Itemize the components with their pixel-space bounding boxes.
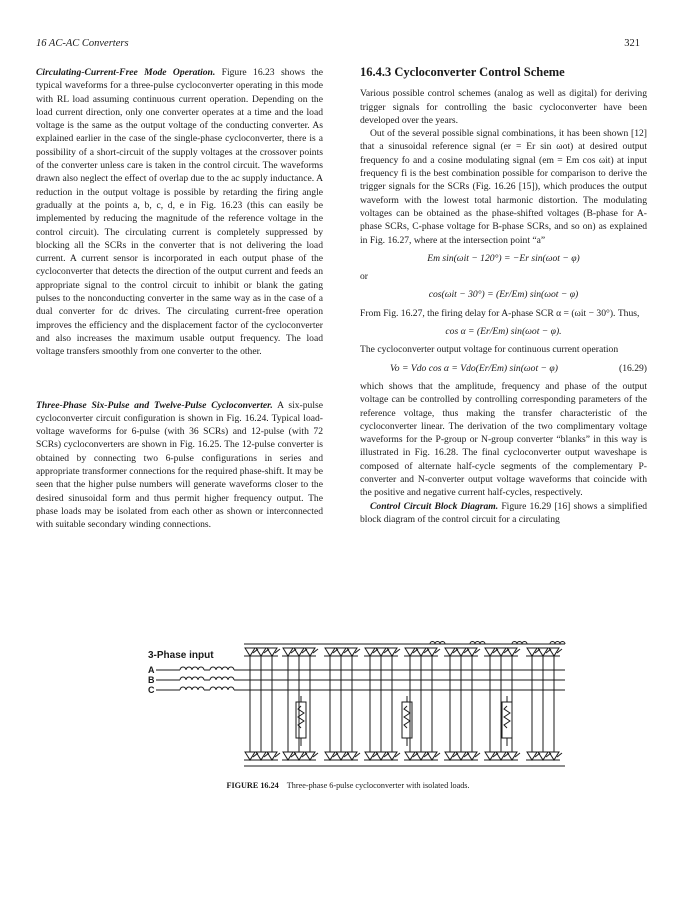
- transformer-coil: [192, 667, 198, 670]
- chapter-title: 16 AC-AC Converters: [36, 38, 129, 49]
- running-head: [36, 38, 640, 49]
- load-box: [502, 702, 512, 738]
- transformer-coil: [198, 687, 204, 690]
- transformer-coil: [228, 687, 234, 690]
- paragraph: From Fig. 16.27, the firing delay for A-phase SCR α = (ωit − 30°). Thus,: [360, 307, 640, 319]
- transformer-coil: [180, 667, 186, 670]
- paragraph-text: Figure 16.29 [16] shows a simplified block diagram of the control circuit for a circulating: [360, 500, 647, 525]
- paragraph: The cycloconverter output voltage for continuous current operation: [360, 344, 619, 356]
- figure-caption: [0, 781, 696, 790]
- equation: Em sin(ωit − 120°) = −Er sin(ωot − φ): [427, 252, 580, 264]
- transformer-coil: [186, 687, 192, 690]
- transformer-coil: [228, 677, 234, 680]
- paragraph-text: Figure 16.23 shows the typical waveforms for a three-pulse cycloconverter operating in this mode with RL load assuming continuous current operation. Depending on the load current direction, only one converter operates at a time and the load voltage is the same as the output voltage of the conducting converter. As explained earlier in the case of the single-phase cycloconverter, there is a possibility of a short-circuit of the supply voltages at the crossover points of the converter unless care is taken in the control circuit. The waveforms drawn also neglect the effect of overlap due to the ac supply inductance. A reduction in the output voltage is possible by retarding the firing angle gradually at the points a, b, c, d, e in Fig. 16.23 (this can easily be implemented by reducing the magnitude of the reference voltage in the control circuit). The circulating current is completely suppressed by blocking all the SCRs in the converter that is not delivering the load current. A current sensor is incorporated in each output phase of the cycloconverter that detects the direction of the output current and feeds an appropriate signal to the control circuit to inhibit or blank the gating pulses to the nonconducting converter in the same way as in the case of a dual converter for dc drives. The circulating current-free operation improves the efficiency and the displacement factor of the cycloconverter and also increases the maximum usable output frequency. The load voltage transfers smoothly from one converter to the other.: [36, 67, 324, 358]
- equation-connector: or: [360, 271, 368, 283]
- caption-label: FIGURE 16.24: [226, 781, 279, 790]
- load-box: [296, 702, 306, 738]
- paragraph-text: A six-pulse cycloconverter circuit configuration is shown in Fig. 16.24. Typical load-voltage waveforms for 6-pulse (with 36 SCRs) and 12-pulse (with 72 SCRs) cycloconverters are shown in Fig. 16.25. The 12-pulse converter is obtained by connecting two 6-pulse configurations in series and appropriate transformer connections for the required phase-shift. It may be seen that the higher pulse numbers will generate waveforms closer to the desired sinusoidal form and thus permit higher frequency output. The phase loads may be isolated from each other as shown or interconnected with suitable secondary winding connections.: [36, 399, 323, 531]
- transformer-coil: [222, 677, 228, 680]
- equation: cos(ωit − 30°) = (Er/Em) sin(ωot − φ): [428, 289, 579, 301]
- transformer-coil: [222, 687, 228, 690]
- section-heading: 16.4.3 Cycloconverter Control Scheme: [360, 65, 565, 79]
- paragraph: [360, 500, 647, 527]
- transformer-coil: [186, 677, 192, 680]
- circuit-artwork: [156, 642, 565, 767]
- run-in-heading: Three-Phase Six-Pulse and Twelve-Pulse Cycloconverter.: [36, 399, 273, 411]
- transformer-coil: [216, 677, 222, 680]
- figure-circuit-diagram: [140, 636, 570, 776]
- transformer-coil: [186, 667, 192, 670]
- circuit-diagram: [140, 636, 570, 776]
- load-resistor: [298, 706, 304, 728]
- transformer-coil: [216, 667, 222, 670]
- transformer-coil: [222, 667, 228, 670]
- paragraph: Out of the several possible signal combinations, it has been shown [12] that a sinusoidal reference signal (er = Er sin ωot) at desired output frequency fo and a cosine modulating signal (em = Em cos ωit) at input frequency fi is the best combination possible for comparison to derive the trigger signals for the SCRs (Fig. 16.26 [15]), which produces the output waveform with the lowest total harmonic distortion. The modulating voltages can be obtained as the phase-shifted voltages (B-phase for A-phase SCRs, C-phase voltage for B-phase SCRs, and so on) as explained in Fig. 16.27, where at the intersection point “a”: [360, 128, 647, 246]
- transformer-coil: [210, 677, 216, 680]
- transformer-coil: [216, 687, 222, 690]
- transformer-coil: [180, 687, 186, 690]
- load-resistor: [504, 706, 510, 728]
- transformer-coil: [192, 687, 198, 690]
- equation: Vo = Vdo cos α = Vdo(Er/Em) sin(ωot − φ): [390, 362, 558, 374]
- transformer-coil: [228, 667, 234, 670]
- transformer-coil: [198, 667, 204, 670]
- paragraph: which shows that the amplitude, frequency and phase of the output voltage can be controlled by controlling corresponding parameters of the reference voltage, thus making the transfer characteristic of the cycloconverter linear. The derivation of the two complimentary voltage waveforms for the P-group or N-group converter “blanks” in this way is illustrated in Fig. 16.28. The final cycloconverter output waveshape is composed of alternate half-cycle segments of the complementary P-converter and N-converter output voltage waveforms that coincide with the positive and negative current half-cycles, respectively.: [360, 380, 647, 499]
- transformer-coil: [210, 687, 216, 690]
- transformer-coil: [192, 677, 198, 680]
- load-resistor: [404, 706, 410, 728]
- phase-c-label: C: [148, 685, 155, 695]
- equation: cos α = (Er/Em) sin(ωot − φ).: [445, 326, 562, 338]
- paragraph-six-twelve-pulse: [36, 399, 323, 532]
- page-number: 321: [624, 38, 640, 49]
- phase-a-label: A: [148, 665, 155, 675]
- phase-b-label: B: [148, 675, 155, 685]
- right-column: [360, 66, 647, 526]
- input-label: 3-Phase input: [148, 650, 214, 661]
- paragraph-circulating-current-free: [36, 66, 323, 359]
- paragraph: Various possible control schemes (analog as well as digital) for deriving trigger signals for controlling the basic cycloconverter have been developed over the years.: [360, 88, 647, 126]
- caption-text: Three-phase 6-pulse cycloconverter with isolated loads.: [286, 781, 470, 790]
- left-column: [36, 66, 323, 532]
- transformer-coil: [180, 677, 186, 680]
- equation-numbered: [360, 362, 647, 375]
- equation-number: (16.29): [619, 362, 647, 374]
- transformer-coil: [198, 677, 204, 680]
- run-in-heading: Circulating-Current-Free Mode Operation.: [36, 67, 216, 78]
- transformer-coil: [210, 667, 216, 670]
- run-in-heading: Control Circuit Block Diagram.: [370, 500, 499, 512]
